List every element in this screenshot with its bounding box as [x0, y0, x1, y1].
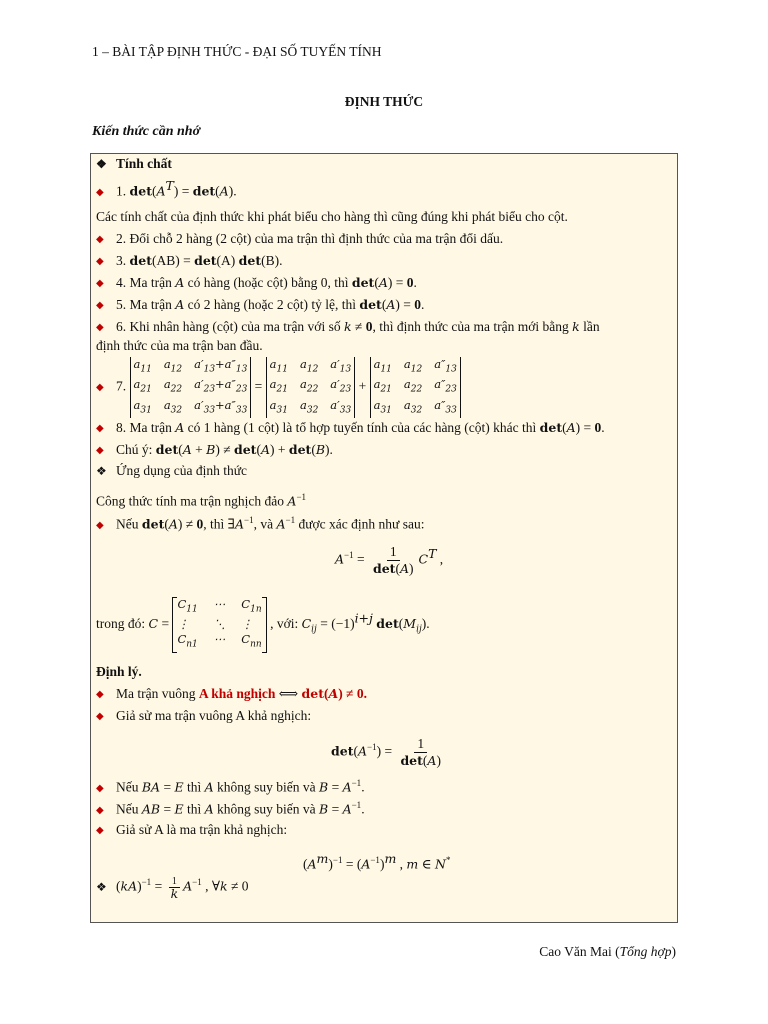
- bullet-icon: ◆: [96, 256, 104, 267]
- property-8: ◆ 8. Ma trận A có 1 hàng (1 cột) là tổ hợp tuyến tính của các hàng (cột) khác thì det(A) = 0.: [96, 420, 605, 435]
- bullet-icon: ◆: [96, 689, 104, 700]
- inverse-formula: $A^{-1}$ = $\frac{1}{\det(A)}$ $C^T$ ,: [335, 544, 444, 576]
- det-part-2: $a_{11}$ $a_{12}$ $a''_{13}$ $a_{21}$ $a_{22}$ $a''_{23}$ $a_{31}$ $a_{32}$ $a''_{33}$: [370, 357, 461, 418]
- diamond-icon: ❖: [96, 157, 107, 171]
- property-5: ◆ 5. Ma trận A có 2 hàng (hoặc 2 cột) tỷ lệ, thì det(A) = 0.: [96, 297, 425, 312]
- cofactor-definition: trong đó: C = $C_{11}$ ⋯ $C_{1n}$ ⋮ ⋱ ⋮ $C_{n1}$ ⋯ $C_{nn}$ , với: $C_{ij} = (-1)^{i+j}$ $\det(M_{ij})$.: [96, 597, 430, 653]
- diamond-icon: ❖: [96, 464, 107, 478]
- property-2: ◆ 2. Đổi chỗ 2 hàng (2 cột) của ma trận thì định thức của ma trận đổi dấu.: [96, 231, 504, 246]
- bullet-icon: ◆: [96, 186, 104, 198]
- inverse-condition: ◆ Nếu det(A) ≠ 0, thì $\exists A^{-1}$, và $A^{-1}$ được xác định như sau:: [96, 515, 425, 532]
- det-sum-left: $a_{11}$ $a_{12}$ $a'_{13}+a''_{13}$ $a_{21}$ $a_{22}$ $a'_{23}+a''_{23}$ $a_{31}$ $a_{32}$ $a'_{33}+a''_{33}$: [130, 357, 252, 418]
- diamond-icon: ❖: [96, 879, 107, 894]
- property-1: ◆ 1. $\det(A^T) = \det(A)$.: [96, 178, 237, 199]
- theorem-3: ◆ Nếu BA = E thì A không suy biến và $B = A^{-1}$.: [96, 778, 365, 795]
- section-subtitle: Kiến thức cần nhớ: [92, 124, 201, 139]
- bullet-icon: ◆: [96, 234, 104, 245]
- bullet-icon: ◆: [96, 381, 104, 393]
- section-properties: ❖ Tính chất: [96, 156, 172, 171]
- scalar-inverse: ❖ (kA)$^{-1}$ = $\frac{1}{k}$ $A^{-1}$ , ∀k ≠ 0: [96, 876, 249, 901]
- theorem-heading: Định lý.: [96, 664, 142, 679]
- bullet-icon: ◆: [96, 825, 104, 836]
- property-6: ◆ 6. Khi nhân hàng (cột) của ma trận với số k ≠ 0, thì định thức của ma trận mới bằng k lần: [96, 319, 600, 334]
- document-header: 1 – BÀI TẬP ĐỊNH THỨC - ĐẠI SỐ TUYẾN TÍNH: [92, 44, 382, 59]
- property-6-cont: định thức của ma trận ban đầu.: [96, 338, 263, 353]
- inverse-intro: Công thức tính ma trận nghịch đảo $A^{-1}$: [96, 492, 307, 509]
- property-4: ◆ 4. Ma trận A có hàng (hoặc cột) bằng 0, thì det(A) = 0.: [96, 275, 417, 290]
- property-7: ◆ 7. $a_{11}$ $a_{12}$ $a'_{13}+a''_{13}$ $a_{21}$ $a_{22}$ $a'_{23}+a''_{23}$ $a_{31}$ $a_{32}$ $a'_{33}+a''_{33}$ = $a_{11}$ $a_{12}$ $a'_{13}$ $a_{21}$ $a_{22}$ $a'_{23}$ $a_{31}$ $a_{32}$ $a'_{33}$ + $a_{11}$ $a_{12}$ $a''_{13}$ $a_{21}$ $a_{22}$ $a''_{23}$ $a_{31}$ $a_{32}$ $a''_{33}$: [96, 357, 461, 418]
- note-sum: ◆ Chú ý: det(A + B) ≠ det(A) + det(B).: [96, 442, 333, 457]
- bullet-icon: ◆: [96, 322, 104, 333]
- bullet-icon: ◆: [96, 782, 104, 794]
- knowledge-box: [90, 153, 678, 923]
- property-3: ◆ 3. det(AB) = det(A) det(B).: [96, 253, 283, 268]
- det-part-1: $a_{11}$ $a_{12}$ $a'_{13}$ $a_{21}$ $a_{22}$ $a'_{23}$ $a_{31}$ $a_{32}$ $a'_{33}$: [266, 357, 356, 418]
- section-applications: ❖ Ứng dụng của định thức: [96, 463, 248, 478]
- bullet-icon: ◆: [96, 278, 104, 289]
- theorem-1: ◆ Ma trận vuông A khả nghịch ⟺ det(A) ≠ 0.: [96, 686, 367, 701]
- author-credit: Cao Văn Mai (Tổng hợp): [539, 944, 676, 959]
- bullet-icon: ◆: [96, 519, 104, 531]
- cofactor-matrix: $C_{11}$ ⋯ $C_{1n}$ ⋮ ⋱ ⋮ $C_{n1}$ ⋯ $C_{nn}$: [172, 597, 266, 653]
- bullet-icon: ◆: [96, 300, 104, 311]
- theorem-4: ◆ Nếu AB = E thì A không suy biến và $B = A^{-1}$.: [96, 800, 365, 817]
- bullet-icon: ◆: [96, 711, 104, 722]
- bullet-icon: ◆: [96, 423, 104, 434]
- theorem-5: ◆ Giả sử A là ma trận khả nghịch:: [96, 822, 288, 837]
- inverse-det-formula: $\det(A^{-1})$ = $\frac{1}{\det(A)}$: [331, 736, 441, 768]
- bullet-icon: ◆: [96, 804, 104, 816]
- power-inverse-formula: $(A^m)^{-1} = (A^{-1})^m$ , m ∈ N*: [303, 851, 451, 872]
- bullet-icon: ◆: [96, 445, 104, 456]
- page-title: ĐỊNH THỨC: [344, 94, 424, 109]
- theorem-2: ◆ Giả sử ma trận vuông A khả nghịch:: [96, 708, 312, 723]
- note-rows-cols: Các tính chất của định thức khi phát biểu cho hàng thì cũng đúng khi phát biểu cho cột.: [96, 209, 568, 224]
